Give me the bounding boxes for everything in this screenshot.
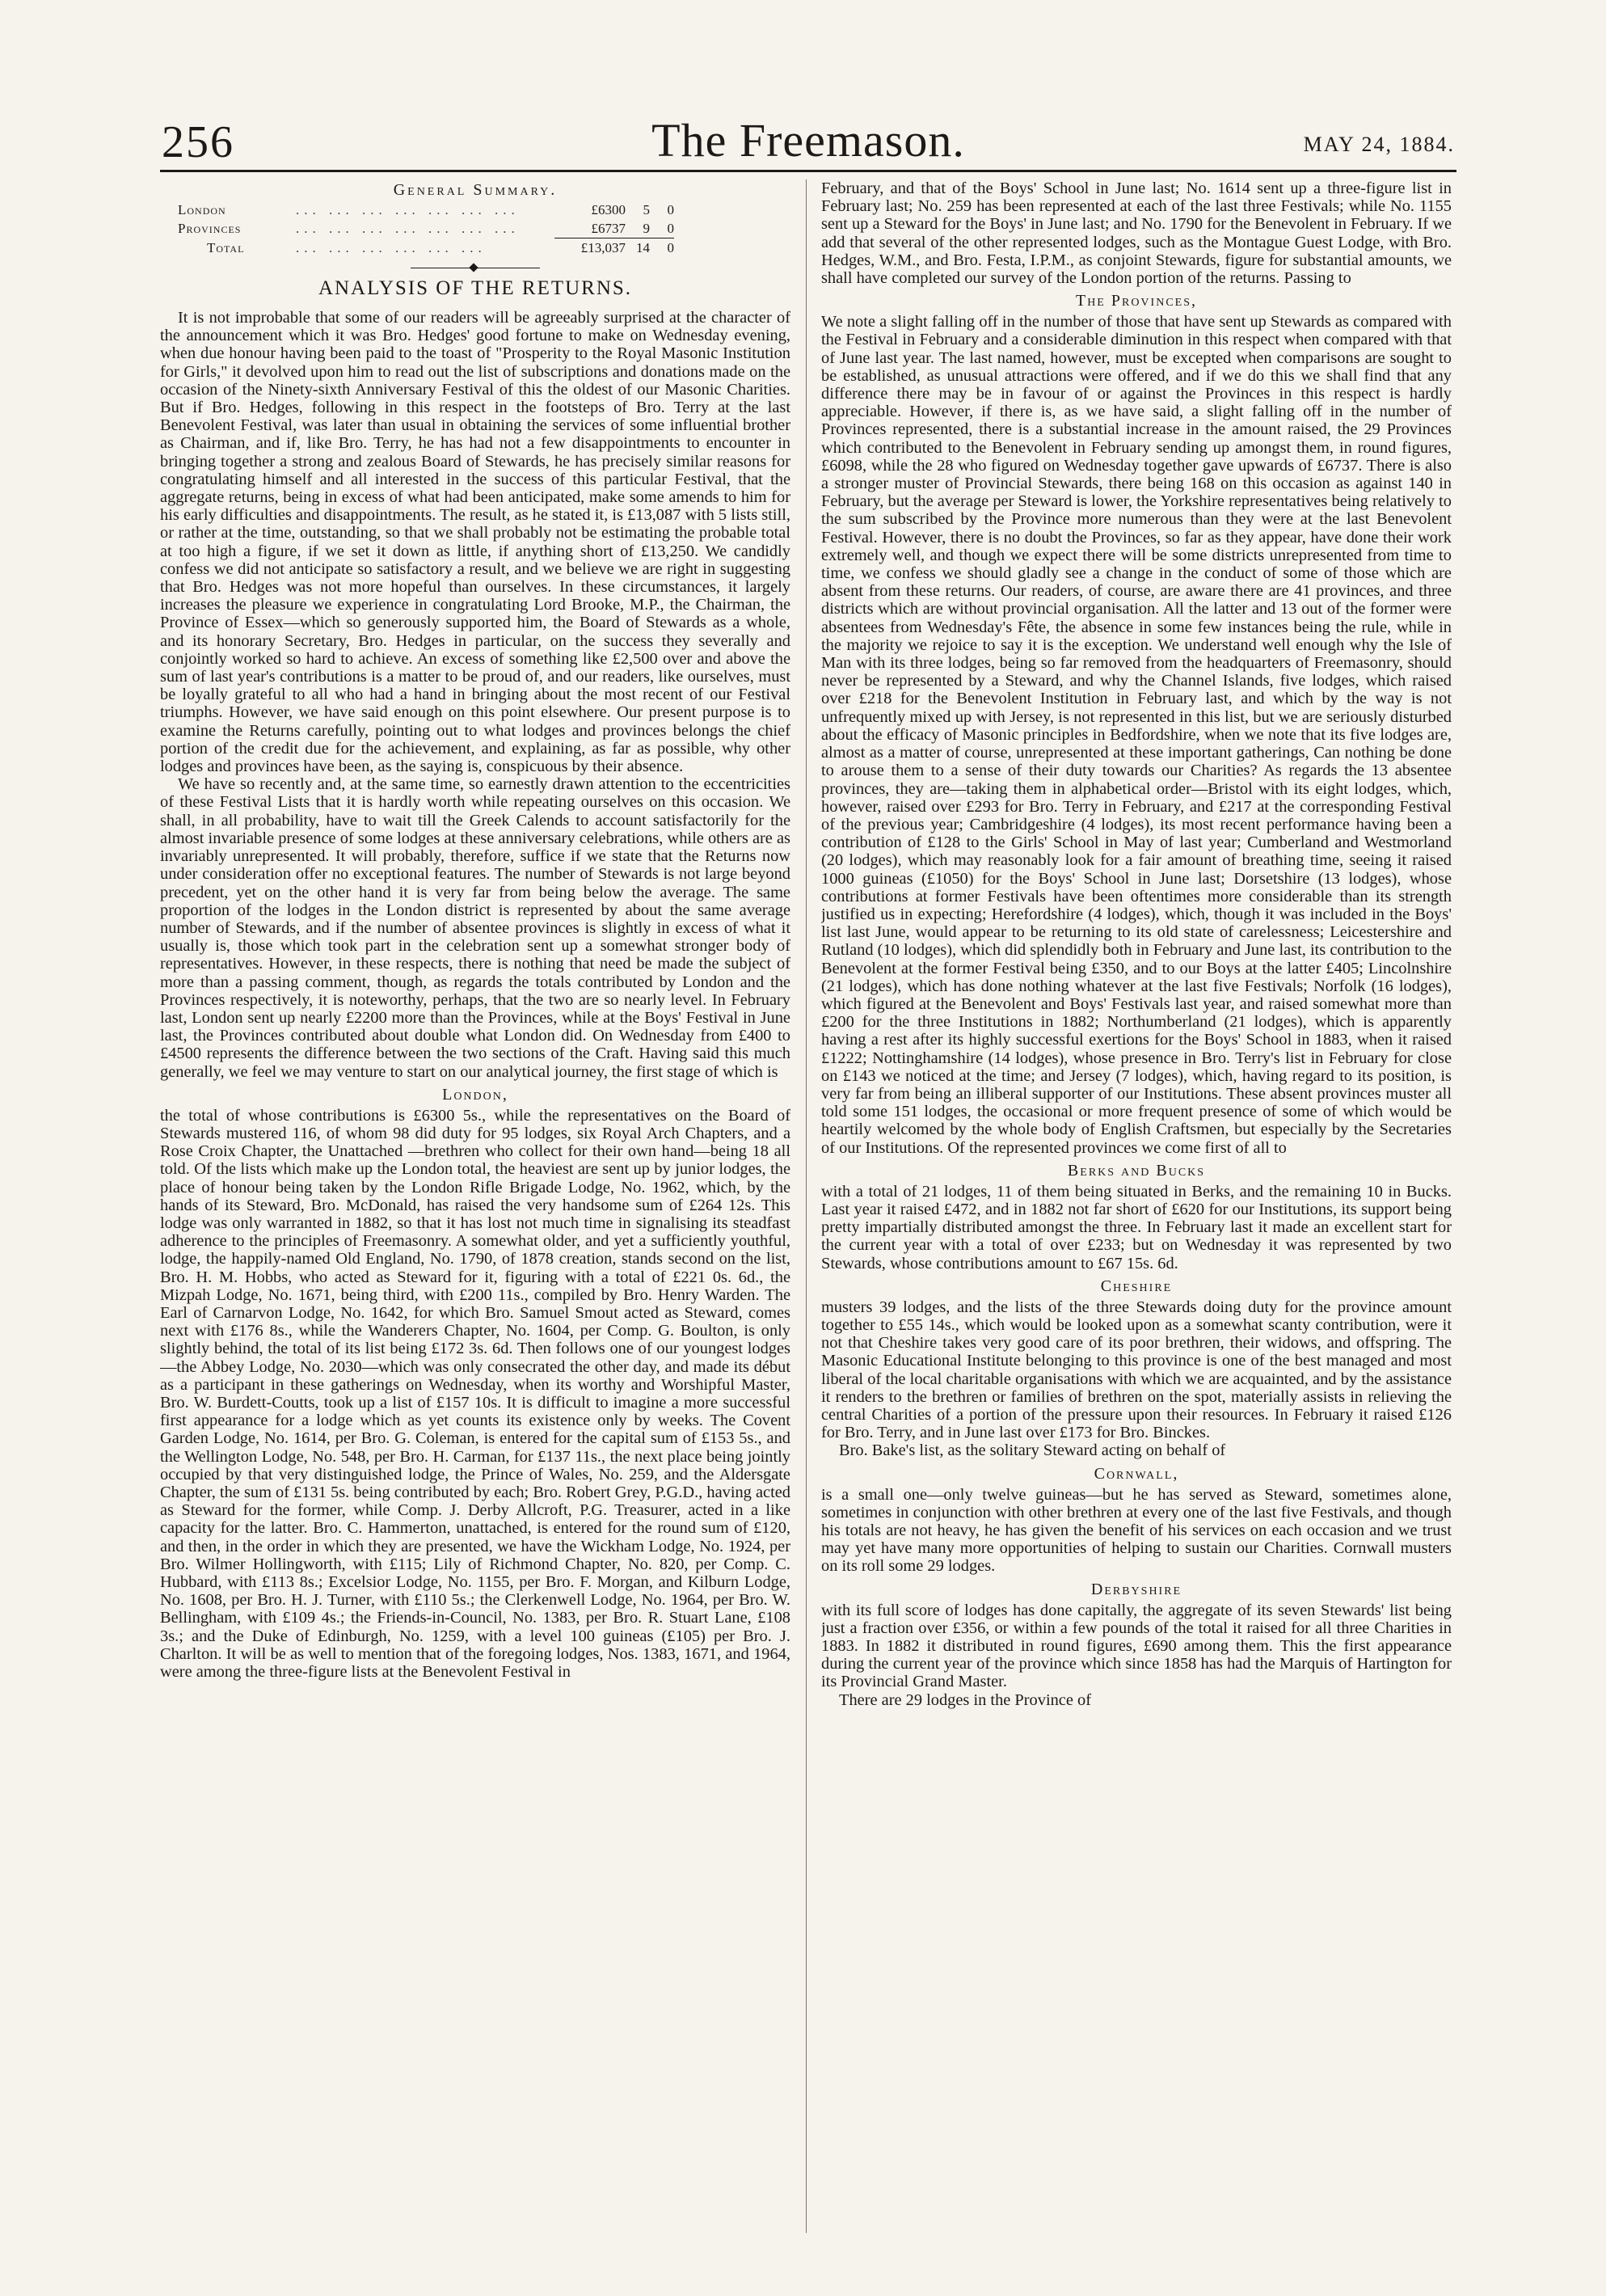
summary-pence: 0 (667, 202, 674, 217)
summary-shillings: 9 (643, 221, 650, 236)
summary-label: Provinces (178, 221, 242, 237)
summary-table (178, 200, 674, 257)
article-paragraph: It is not improbable that some of our readers will be agreeably surprised at the character of the announcement which it was Bro. Hedges' good fortune to make on Wednesday evening, when due honour having been paid to the toast of "Prosperity to the Royal Masonic Institution for Girls," it devolved upon him to read out the list of subscriptions and donations made on the occasion of the Ninety-sixth Anniversary Festival of this the oldest of our Masonic Charities. But if Bro. Hedges, following in this respect in the footsteps of Bro. Terry at the last Benevolent Festival, was later than usual in obtaining the services of some influential brother as Chairman, and if, like Bro. Terry, he has had not a few disappointments to encounter in bringing together a strong and zealous Board of Stewards, he has precisely similar reasons for congratulating himself and all interested in the success of this particular Festival, that the aggregate returns, being in excess of what had been anticipated, make some amends to him for his early difficulties and disappointments. The result, as he stated it, is £13,087 with 5 lists still, or rather at the time, outstanding, so that we shall probably not be estimating the probable total at too high a figure, if we set it down as little, if anything short of £13,250. We candidly confess we did not anticipate so satisfactory a result, and we believe we are right in suggesting that Bro. Hedges was not more hopeful than ourselves. In these circumstances, it largely increases the pleasure we experience in congratulating Lord Brooke, M.P., the Chairman, the Province of Essex—which so generously supported him, the Board of Stewards as a whole, and its honorary Secretary, Bro. Hedges in particular, on the success they severally and conjointly worked so hard to achieve. An excess of something like £2,500 over and above the sum of last year's contributions is a matter to be proud of, and our readers, like ourselves, must be loyally grateful to all who had a hand in bringing about the most recent of our Festival triumphs. However, we have said enough on this point elsewhere. Our present purpose is to examine the Returns carefully, pointing out to what lodges and provinces belongs the chief portion of the credit due for the achievement, and explaining, as far as possible, why other lodges and provinces have been, as the saying is, conspicuous by their absence. (160, 309, 790, 776)
summary-shillings: 5 (643, 202, 650, 217)
summary-pounds: £6300 (591, 202, 626, 217)
article-paragraph: There are 29 lodges in the Province of (839, 1690, 1091, 1709)
article-title: ANALYSIS OF THE RETURNS. (318, 277, 633, 299)
summary-heading: General Summary. (393, 181, 558, 199)
newspaper-title: The Freemason. (651, 114, 965, 167)
summary-total-pounds: £13,037 (554, 238, 626, 258)
page-number: 256 (162, 117, 234, 167)
article-paragraph: musters 39 lodges, and the lists of the three Stewards doing duty for the province amount together to £55 14s., which would be looked upon as a somewhat scanty contribution, were it not that Cheshire takes very good care of its poor brethren, their widows, and offspring. The Masonic Educational Institute belonging to this province is one of the best managed and most liberal of the local charitable organisations with which we are acquainted, and by the assistance it renders to the brethren or families of brethren on the spot, materially assists in relieving the central Charities of a portion of the pressure upon their resources. In February it raised £126 for Bro. Terry, and in June last over £173 for Bro. Binckes. (821, 1298, 1452, 1442)
article-paragraph: is a small one—only twelve guineas—but he has served as Steward, sometimes alone, sometimes in conjunction with other brethren at every one of the last five Festivals, and though his totals are not heavy, he has given the benefit of his services on each occasion and we trust may yet have many more opportunities of helping to sustain our Charities. Cornwall musters on its roll some 29 lodges. (821, 1485, 1452, 1576)
article-paragraph: with its full score of lodges has done capitally, the aggregate of its seven Stewards' list being just a fraction over £356, or within a few pounds of the total it raised for all three Charities in 1883. In 1882 it distributed in round figures, £690 among them. This the first appearance during the current year of the province which since 1858 has had the Marquis of Hartington for its Provincial Grand Master. (821, 1601, 1452, 1691)
summary-total-label: Total (207, 239, 245, 255)
summary-row-london (178, 200, 674, 219)
summary-pounds: £6737 (591, 221, 626, 236)
article-paragraph: the total of whose contributions is £6300 5s., while the representatives on the Board of Stewards mustered 116, of whom 98 did duty for 95 lodges, six Royal Arch Chapters, and a Rose Croix Chapter, the Unattached —brethren who collect for their own hand—being 18 all told. Of the lists which make up the London total, the heaviest are sent up by junior lodges, the place of honour being taken by the London Rifle Brigade Lodge, No. 1962, which, by the hands of its Steward, Bro. McDonald, has raised the very handsome sum of £264 12s. This lodge was only warranted in 1882, so that it has lost not much time in signalising its steadfast adherence to the principles of Freemasonry. A somewhat older, and yet a sufficiently youthful, lodge, the happily-named Old England, No. 1790, of 1878 creation, stands second on the list, Bro. H. M. Hobbs, who acted as Steward for it, figuring with a total of £221 0s. 6d., the Mizpah Lodge, No. 1671, being third, with £200 11s., compiled by Bro. Henry Warden. The Earl of Carnarvon Lodge, No. 1642, for which Bro. Samuel Smout acted as Steward, comes next with £176 8s., while the Wanderers Chapter, No. 1604, per Comp. G. Boulton, is only slightly behind, the total of its list being £172 3s. 6d. Then follows one of our youngest lodges—the Abbey Lodge, No. 2030—which was only consecrated the other day, and made its début as a participant in these gatherings on Wednesday, when its worthy and Worshipful Master, Bro. W. Burdett-Coutts, took up a list of £157 10s. It is difficult to imagine a more successful first appearance for a lodge which as yet counts its existence only by weeks. The Covent Garden Lodge, No. 1614, per Bro. G. Coleman, is entered for the capital sum of £153 5s., and the Wellington Lodge, No. 548, per Bro. H. Carman, for £137 11s., the next place being jointly occupied by that very distinguished lodge, the Prince of Wales, No. 259, and the Aldersgate Chapter, the sum of £131 5s. being contributed by each; Bro. Robert Grey, P.G.D., having acted as Steward for the former, while Comp. J. Derby Allcroft, P.G. Treasurer, acted in a like capacity for the latter. Bro. C. Hammerton, unattached, is entered for the round sum of £120, and then, in the order in which they are presented, we have the Wickham Lodge, No. 1924, per Bro. Wilmer Hollingworth, with £115; Lily of Richmond Chapter, No. 820, per Comp. C. Hubbard, with £113 8s.; Excelsior Lodge, No. 1155, per Bro. F. Morgan, and Kilburn Lodge, No. 1608, per Bro. H. J. Turner, with £110 5s.; the Clerkenwell Lodge, No. 1964, per Bro. W. Bellingham, with £109 4s.; the Friends-in-Council, No. 1383, per Bro. R. Stuart Lane, £108 3s.; and the Duke of Edinburgh, No. 1259, with a level 100 guineas (£105) per Bro. J. Charlton. It will be as well to mention that of the foregoing lodges, Nos. 1383, 1671, and 1964, were among the three-figure lists at the Benevolent Festival in (160, 1106, 790, 1682)
summary-label: London (178, 202, 226, 217)
section-heading-cheshire: Cheshire (1100, 1277, 1173, 1295)
issue-date: MAY 24, 1884. (1303, 133, 1455, 156)
section-heading-derbyshire: Derbyshire (1090, 1580, 1182, 1598)
article-paragraph: with a total of 21 lodges, 11 of them being situated in Berks, and the remaining 10 in Bucks. Last year it raised £472, and in 1882 not far short of £620 for our Institutions, its support being pretty impartially distributed amongst the three. In February last it made an excellent start for the current year with a total of over £233; but on Wednesday it was represented by two Stewards, whose contributions amount to £67 15s. 6d. (821, 1182, 1452, 1273)
masthead (162, 113, 1455, 167)
left-column (160, 179, 790, 2249)
section-heading-london: London, (442, 1085, 508, 1104)
column-divider (806, 179, 807, 2233)
right-column (821, 179, 1452, 2249)
article-paragraph: We have so recently and, at the same time, so earnestly drawn attention to the eccentricities of these Festival Lists that it is hardly worth while repeating ourselves on this occasion. We shall, in all probability, have to wait till the Greek Calends to account satisfactorily for the almost invariable presence of some lodges at these anniversary celebrations, while others are as invariably unrepresented. It will probably, therefore, suffice if we state that the Returns now under consideration offer no exceptional features. The number of Stewards is not large beyond precedent, yet on the other hand it is very far from being below the average. The same proportion of the lodges in the London district is represented by about the same average number of Stewards, and if the number of absentee provinces is slightly in excess of what it usually is, those which took part in the celebration sent up a somewhat stronger body of representatives. However, in these respects, there is nothing that need be made the subject of more than a passing comment, though, as regards the totals contributed by London and the Provinces respectively, it is noteworthy, perhaps, that the two are so nearly level. In February last, London sent up nearly £2200 more than the Provinces, while at the Boys' Festival in June last, the Provinces contributed about double what London did. On Wednesday from £400 to £4500 represents the difference between the two sections of the Craft. Having said this much generally, we feel we may venture to start on our analytical journey, the first stage of which is (160, 775, 790, 1081)
article-paragraph: Bro. Bake's list, as the solitary Steward acting on behalf of (839, 1441, 1226, 1460)
article-paragraph: We note a slight falling off in the number of those that have sent up Stewards as compared with the Festival in February and a considerable diminution in this respect when compared with that of June last year. The last named, however, must be excepted when comparisons are sought to be established, as unusual attractions were offered, and if we do this we shall find that any difference there may be in favour of or against the Provinces in this respect is hardly appreciable. However, if there is, as we have said, a slight falling off in the number of Provinces represented, there is a substantial increase in the amount raised, the 29 Provinces which contributed to the Benevolent in February sending up amongst them, in round figures, £6098, while the 28 who figured on Wednesday together gave upwards of £6737. There is also a stronger muster of Provincial Stewards, there being 168 on this occasion as against 140 in February, but the average per Steward is lower, the Yorkshire representatives being relatively to the sum subscribed by the Province more numerous than they were at the last Benevolent Festival. However, there is no doubt the Provinces, so far as they appear, have done their work extremely well, and though we expect there will be some districts unrepresented from time to time, we confess we should gladly see a change in the conduct of some of those which are absent from these returns. Our readers, of course, are aware there are 41 provinces, and three districts which are without provincial organisation. All the latter and 13 out of the former were absentees from Wednesday's Fête, the absence in some few instances being the rule, while in the majority we rejoice to say it is the exception. We understand well enough why the Isle of Man with its three lodges, being so far removed from the headquarters of Freemasonry, should never be represented by a Steward, and why the Channel Islands, five lodges, which raised over £218 for the Benevolent Institution in February last, and which by the way is not unfrequently mixed up with Jersey, is not represented in this list, but we are seriously disturbed about the efficacy of Masonic principles in Bedfordshire, when we note that its five lodges are, almost as a matter of course, unrepresented at these important gatherings, Can nothing be done to arouse them to a sense of their duty towards our Charities? As regards the 13 absentee provinces, they are—taking them in alphabetical order—Bristol with its eight lodges, which, however, raised over £293 for Bro. Terry in February, and £217 at the corresponding Festival of the previous year; Cambridgeshire (4 lodges), its most recent performance having been a contribution of £128 to the Girls' School in May of last year; Cumberland and Westmorland (20 lodges), which may reasonably look for a fair amount of breathing time, seeing it raised 1000 guineas (£1050) for the Boys' School in June last; Dorsetshire (13 lodges), whose contributions at former Festivals have been oftentimes more considerable than its strength justified us in expecting; Herefordshire (4 lodges), which, though it was included in the Boys' list last June, would appear to be returning to its old state of carelessness; Leicestershire and Rutland (10 lodges), which did splendidly both in February and June last, its contribution to the Benevolent at the former Festival being £350, and to our Boys at the latter £405; Lincolnshire (21 lodges), which has done nothing whatever at the last five Festivals; Norfolk (16 lodges), which figured at the Benevolent and Boys' Festivals last year, and raised somewhat more than £200 for the three Institutions in 1882; Northumberland (21 lodges), which is apparently having a rest after its highly successful exertions for the Boys' School in 1883, when it raised £1222; Nottinghamshire (14 lodges), whose presence in Bro. Terry's list in February for close on £143 we noticed at the time; and Jersey (7 lodges), which, having regard to its position, is very far from being an illiberal supporter of our Institutions. These absent provinces muster all told some 151 lodges, the occasional or more frequent presence of some of which would be heartily welcomed by the whole body of English Craftsmen, but especially by the Secretaries of our Institutions. Of the represented provinces we come first of all to (821, 313, 1452, 1157)
summary-pence: 0 (667, 221, 674, 236)
article-paragraph: February, and that of the Boys' School in June last; No. 1614 sent up a three-figure list in February last; No. 259 has been represented at each of the last three Festivals; while No. 1155 sent up a Steward for the Boys' in June last; and No. 1790 for the Benevolent in February. If we add that several of the other represented lodges, such as the Montague Guest Lodge, with Bro. Hedges, W.M., and Bro. Festa, I.P.M., as conjoint Stewards, figure for substantial amounts, we shall have completed our survey of the London portion of the returns. Passing to (821, 179, 1452, 288)
summary-row-total (178, 238, 674, 258)
leader-dots: ... ... ... ... ... ... (296, 239, 487, 255)
summary-row-provinces (178, 219, 674, 238)
section-heading-provinces: The Provinces, (1075, 292, 1197, 310)
masthead-rule (160, 170, 1456, 172)
section-heading-cornwall: Cornwall, (1094, 1464, 1179, 1483)
section-heading-berks-bucks: Berks and Bucks (1067, 1161, 1206, 1180)
ornamental-rule (411, 264, 540, 272)
summary-total-pence: 0 (650, 238, 674, 258)
leader-dots: ... ... ... ... ... ... ... (296, 221, 520, 237)
summary-total-shillings: 14 (626, 238, 650, 258)
leader-dots: ... ... ... ... ... ... ... (296, 202, 520, 217)
